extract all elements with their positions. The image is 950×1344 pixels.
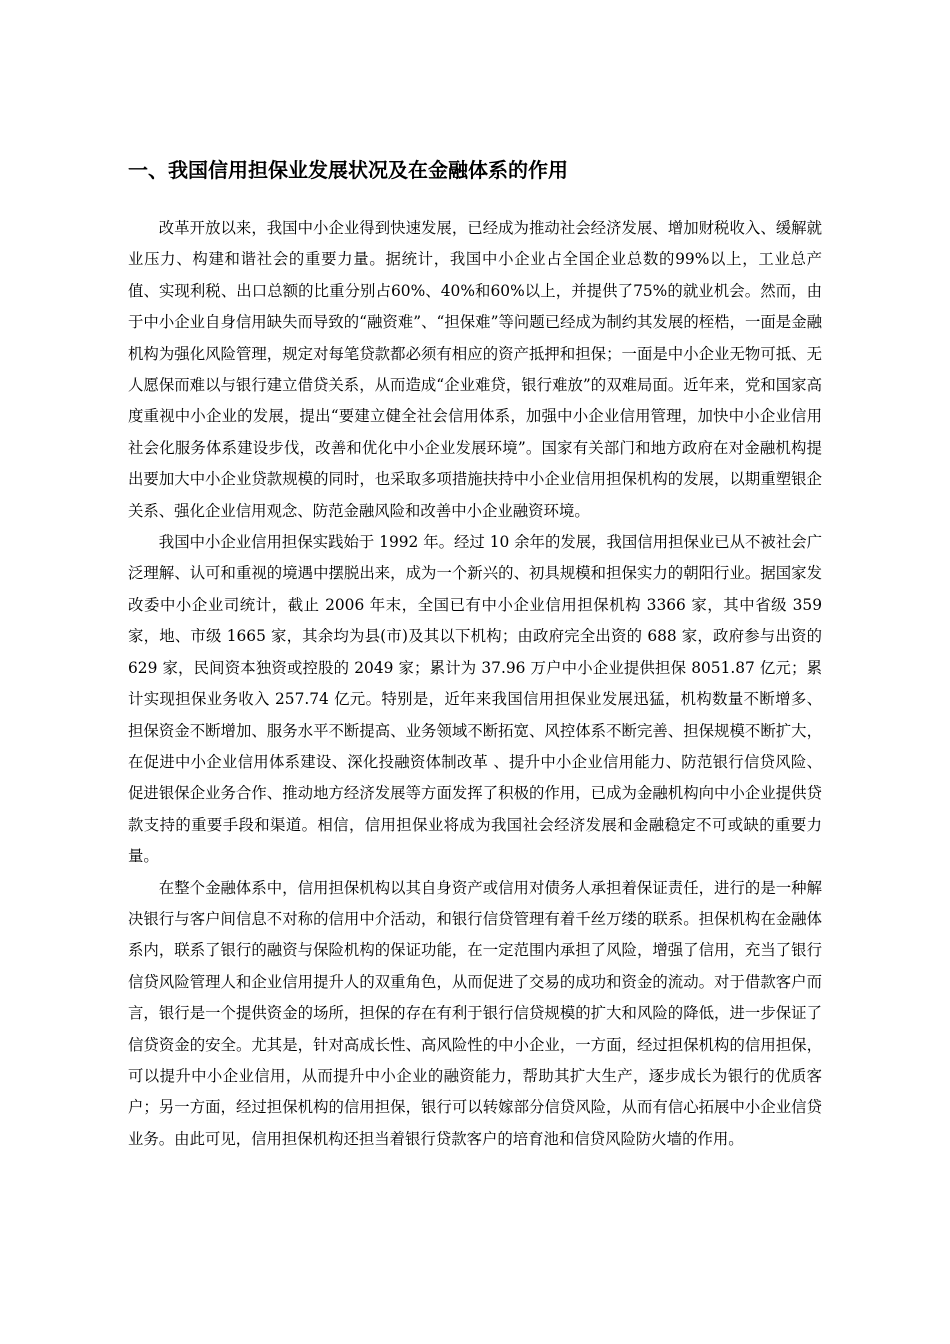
paragraph-guarantee-role-in-finance: 在整个金融体系中，信用担保机构以其自身资产或信用对债务人承担着保证责任，进行的是一种解决银行与客户间信息不对称的信用中介活动，和银行信贷管理有着千丝万缕的联系。担保机构在金融体系内，联系了银行的融资与保险机构的保证功能，在一定范围内承担了风险，增强了信用，充当了银行信贷风险管理人和企业信用提升人的双重角色，从而促进了交易的成功和资金的流动。对于借款客户而言，银行是一个提供资金的场所，担保的存在有利于银行信贷规模的扩大和风险的降低，进一步保证了信贷资金的安全。尤其是，针对高成长性、高风险性的中小企业，一方面，经过担保机构的信用担保，可以提升中小企业信用，从而提升中小企业的融资能力，帮助其扩大生产，逐步成长为银行的优质客户；另一方面，经过担保机构的信用担保，银行可以转嫁部分信贷风险，从而有信心拓展中小企业信贷业务。由此可见，信用担保机构还担当着银行贷款客户的培育池和信贷风险防火墙的作用。 [128, 878, 822, 1148]
section-heading: 一、我国信用担保业发展状况及在金融体系的作用 [128, 158, 568, 182]
paragraph-sme-financing: 改革开放以来，我国中小企业得到快速发展，已经成为推动社会经济发展、增加财税收入、缓解就业压力、构建和谐社会的重要力量。据统计，我国中小企业占全国企业总数的99%以上，工业总产值、实现利税、出口总额的比重分别占60%、40%和60%以上，并提供了75%的就业机会。然而，由于中小企业自身信用缺失而导致的“融资难”、“担保难”等问题已经成为制约其发展的桎梏，一面是金融机构为强化风险管理，规定对每笔贷款都必须有相应的资产抵押和担保；一面是中小企业无物可抵、无人愿保而难以与银行建立借贷关系，从而造成“企业难贷，银行难放”的双难局面。近年来，党和国家高度重视中小企业的发展，提出“要建立健全社会信用体系，加强中小企业信用管理，加快中小企业信用社会化服务体系建设步伐，改善和优化中小企业发展环境”。国家有关部门和地方政府在对金融机构提出要加大中小企业贷款规模的同时，也采取多项措施扶持中小企业信用担保机构的发展，以期重塑银企关系、强化企业信用观念、防范金融风险和改善中小企业融资环境。 [128, 219, 822, 520]
body-text [128, 213, 822, 1155]
paragraph-guarantee-industry-status: 我国中小企业信用担保实践始于 1992 年。经过 10 余年的发展，我国信用担保业已从不被社会广泛理解、认可和重视的境遇中摆脱出来，成为一个新兴的、初具规模和担保实力的朝阳行业。据国家发改委中小企业司统计，截止 2006 年末，全国已有中小企业信用担保机构 3366 家，其中省级 359 家，地、市级 1665 家，其余均为县(市)及其以下机构；由政府完全出资的 688 家，政府参与出资的 629 家，民间资本独资或控股的 2049 家；累计为 37.96 万户中小企业提供担保 8051.87 亿元；累计实现担保业务收入 257.74 亿元。特别是，近年来我国信用担保业发展迅猛，机构数量不断增多、担保资金不断增加、服务水平不断提高、业务领域不断拓宽、风控体系不断完善、担保规模不断扩大，在促进中小企业信用体系建设、深化投融资体制改革 、提升中小企业信用能力、防范银行信贷风险、促进银保企业务合作、推动地方经济发展等方面发挥了积极的作用，已成为金融机构向中小企业提供贷款支持的重要手段和渠道。相信，信用担保业将成为我国社会经济发展和金融稳定不可或缺的重要力量。 [128, 533, 822, 866]
